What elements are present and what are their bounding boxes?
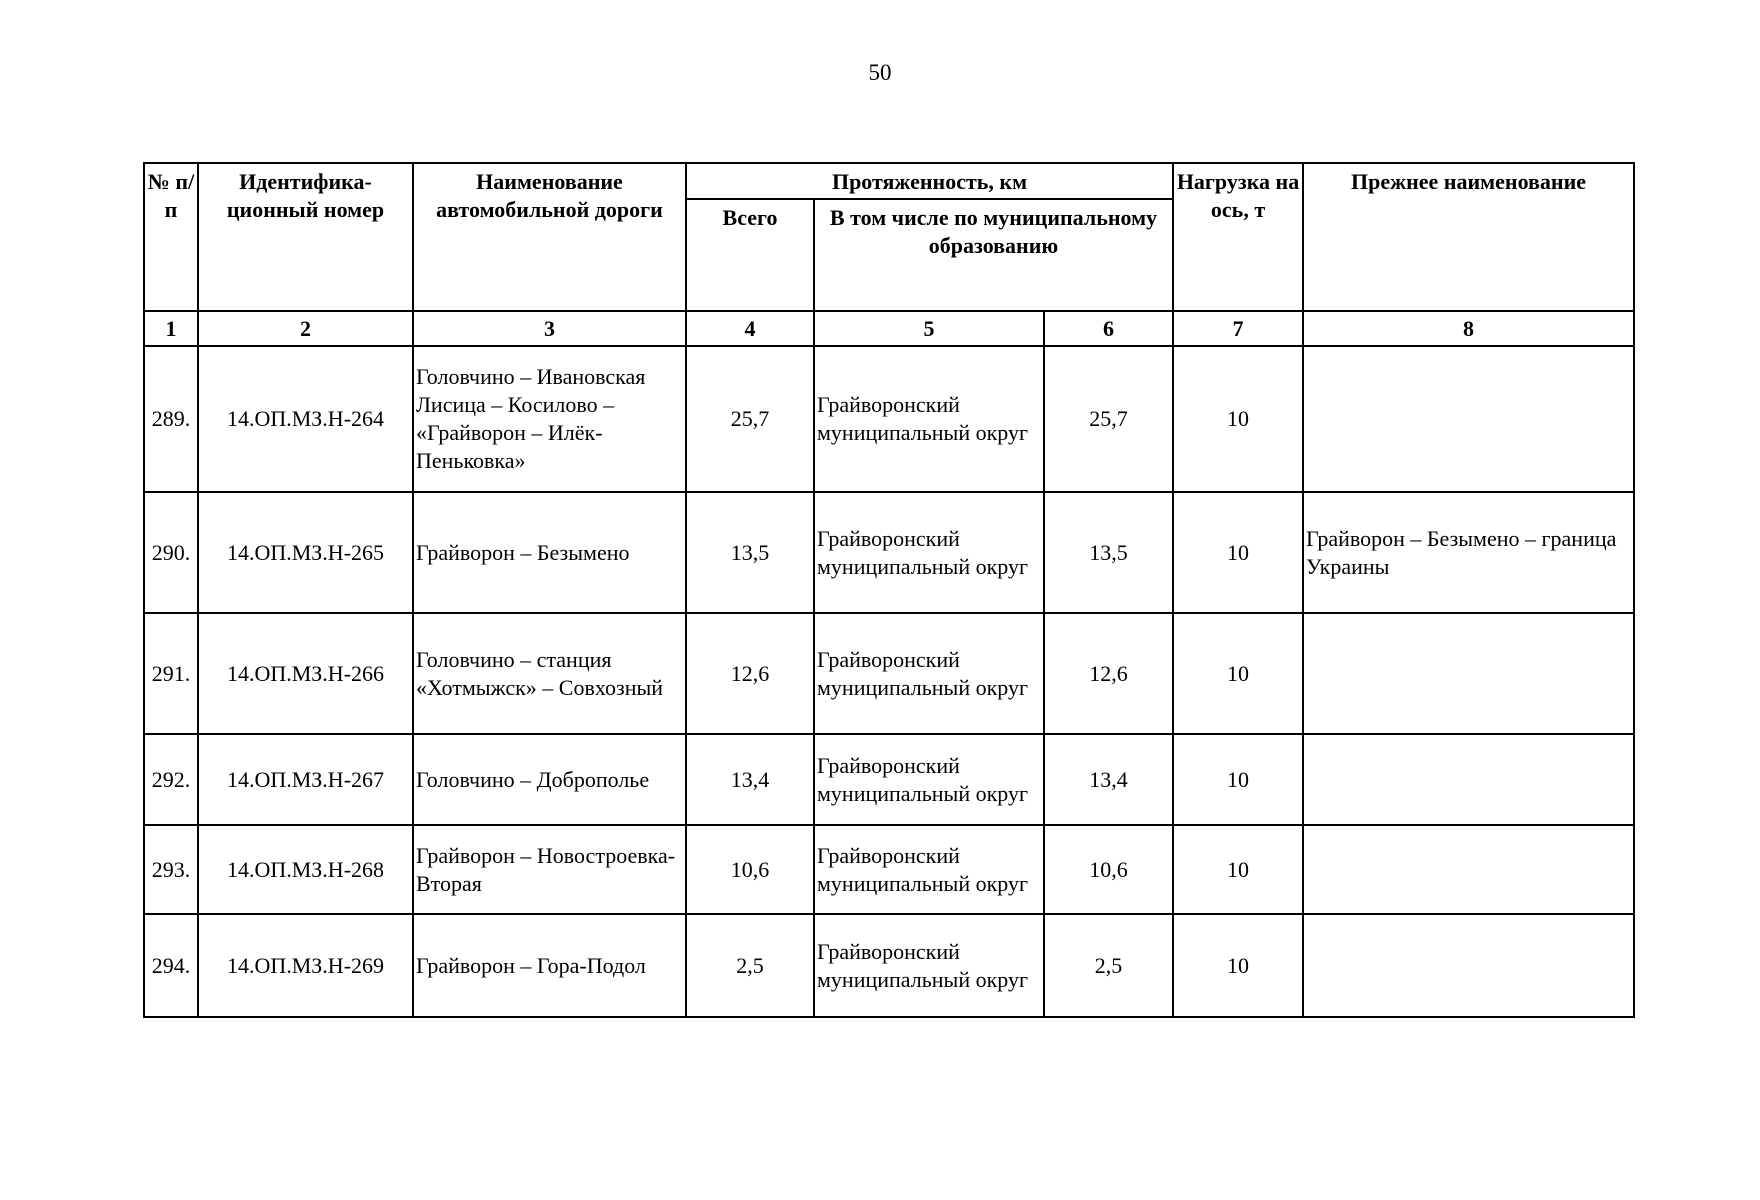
column-number: 4 — [686, 311, 814, 346]
table-row — [144, 914, 1634, 1017]
length-total: 12,6 — [686, 613, 814, 734]
municipality: Грайворонский муниципальный округ — [814, 914, 1044, 1017]
previous-name — [1303, 914, 1634, 1017]
municipality-length: 2,5 — [1044, 914, 1173, 1017]
road-id: 14.ОП.МЗ.Н-266 — [198, 613, 413, 734]
road-name: Головчино – станция «Хотмыжск» – Совхозный — [413, 613, 686, 734]
row-num: 289. — [144, 346, 198, 492]
column-number: 6 — [1044, 311, 1173, 346]
length-total: 25,7 — [686, 346, 814, 492]
road-id: 14.ОП.МЗ.Н-264 — [198, 346, 413, 492]
column-number: 3 — [413, 311, 686, 346]
table-row — [144, 613, 1634, 734]
row-num: 291. — [144, 613, 198, 734]
axle-load: 10 — [1173, 734, 1303, 825]
road-name: Грайворон – Новостроевка-Вторая — [413, 825, 686, 914]
header-previous-name: Прежнее наименование — [1303, 163, 1634, 311]
table-row — [144, 734, 1634, 825]
row-num: 292. — [144, 734, 198, 825]
road-id: 14.ОП.МЗ.Н-265 — [198, 492, 413, 613]
header-road-name: Наименование автомобильной дороги — [413, 163, 686, 311]
previous-name — [1303, 613, 1634, 734]
page-number: 50 — [868, 60, 892, 85]
road-name: Головчино – Ивановская Лисица – Косилово – «Грайворон – Илёк-Пеньковка» — [413, 346, 686, 492]
roads-table — [143, 162, 1635, 1018]
length-total: 10,6 — [686, 825, 814, 914]
axle-load: 10 — [1173, 492, 1303, 613]
header-axle-load: Нагрузка на ось, т — [1173, 163, 1303, 311]
table-row — [144, 492, 1634, 613]
axle-load: 10 — [1173, 346, 1303, 492]
municipality: Грайворонский муниципальный округ — [814, 492, 1044, 613]
header-total: Всего — [686, 199, 814, 311]
municipality-length: 12,6 — [1044, 613, 1173, 734]
previous-name — [1303, 825, 1634, 914]
municipality-length: 10,6 — [1044, 825, 1173, 914]
municipality-length: 25,7 — [1044, 346, 1173, 492]
column-numbers-row — [144, 311, 1634, 346]
road-name: Головчино – Доброполье — [413, 734, 686, 825]
row-num: 290. — [144, 492, 198, 613]
header-including-municipality: В том числе по муниципальному образованию — [814, 199, 1173, 311]
municipality-length: 13,4 — [1044, 734, 1173, 825]
length-total: 13,4 — [686, 734, 814, 825]
axle-load: 10 — [1173, 613, 1303, 734]
column-number: 5 — [814, 311, 1044, 346]
column-number: 8 — [1303, 311, 1634, 346]
previous-name — [1303, 734, 1634, 825]
previous-name: Грайворон – Безымено – граница Украины — [1303, 492, 1634, 613]
column-number: 1 — [144, 311, 198, 346]
column-number: 7 — [1173, 311, 1303, 346]
table-header — [144, 163, 1634, 346]
road-name: Грайворон – Безымено — [413, 492, 686, 613]
length-total: 2,5 — [686, 914, 814, 1017]
road-name: Грайворон – Гора-Подол — [413, 914, 686, 1017]
header-length: Протяженность, км — [686, 163, 1173, 199]
header-id: Идентифика-ционный номер — [198, 163, 413, 311]
axle-load: 10 — [1173, 914, 1303, 1017]
previous-name — [1303, 346, 1634, 492]
length-total: 13,5 — [686, 492, 814, 613]
municipality: Грайворонский муниципальный округ — [814, 346, 1044, 492]
municipality: Грайворонский муниципальный округ — [814, 613, 1044, 734]
road-id: 14.ОП.МЗ.Н-267 — [198, 734, 413, 825]
table-body — [144, 346, 1634, 1017]
column-number: 2 — [198, 311, 413, 346]
municipality: Грайворонский муниципальный округ — [814, 825, 1044, 914]
row-num: 293. — [144, 825, 198, 914]
table-row — [144, 346, 1634, 492]
municipality: Грайворонский муниципальный округ — [814, 734, 1044, 825]
road-id: 14.ОП.МЗ.Н-268 — [198, 825, 413, 914]
table-row — [144, 825, 1634, 914]
header-num: № п/п — [144, 163, 198, 311]
municipality-length: 13,5 — [1044, 492, 1173, 613]
row-num: 294. — [144, 914, 198, 1017]
road-id: 14.ОП.МЗ.Н-269 — [198, 914, 413, 1017]
axle-load: 10 — [1173, 825, 1303, 914]
